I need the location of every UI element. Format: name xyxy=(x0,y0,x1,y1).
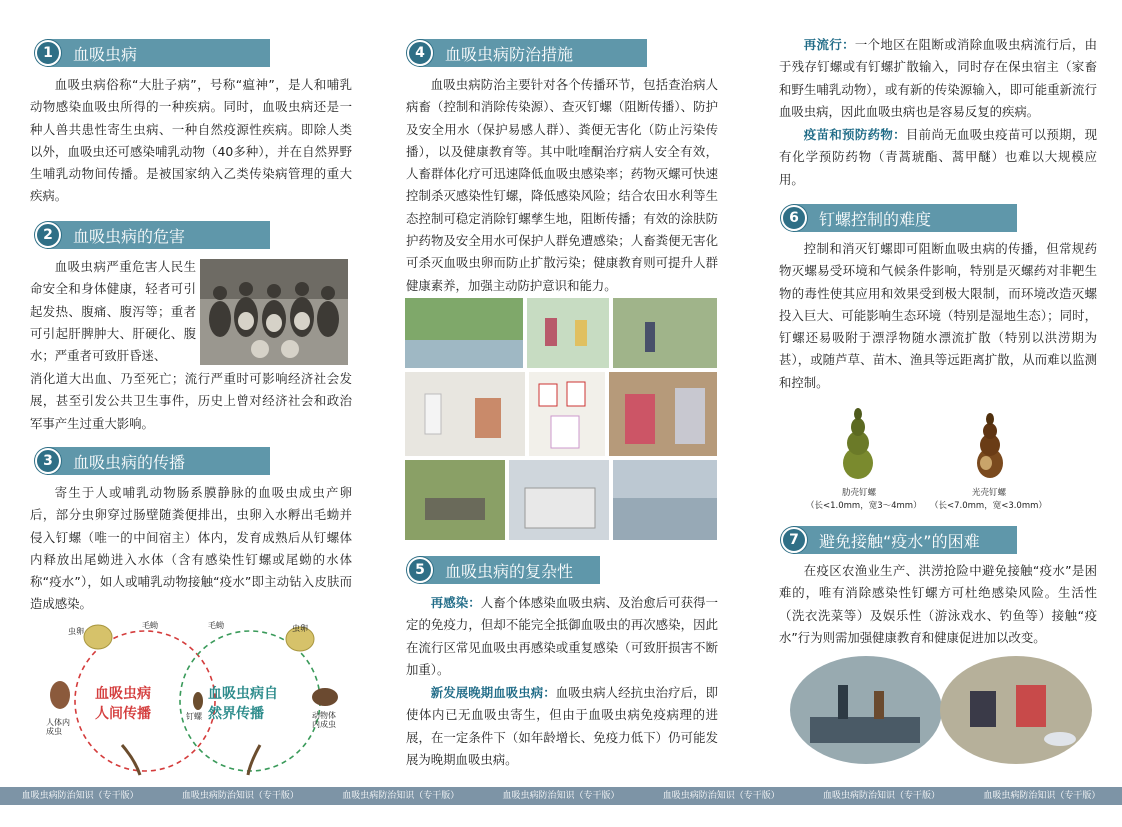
footer-label: 血吸虫病防治知识（专干版） xyxy=(823,791,941,801)
footer-label: 血吸虫病防治知识（专干版） xyxy=(181,791,299,801)
footer-strip xyxy=(0,787,1122,805)
section-2-title xyxy=(35,221,270,249)
section-number: 2 xyxy=(35,222,61,248)
section-number: 3 xyxy=(35,448,61,474)
section-2-body-a: 血吸虫病严重危害人民生命安全和身体健康，轻者可引起发热、腹痛、腹泻等；重者可引起肝脾肿大、肝硬化、腹水；严重者可致肝昏迷、 xyxy=(30,259,196,364)
smooth-snail-name: 光壳钉螺 xyxy=(972,488,1007,498)
prevention-photo-grid xyxy=(405,298,717,540)
smooth-snail-size: （长<7.0mm，宽<3.0mm） xyxy=(930,501,1047,511)
section-3-title xyxy=(35,447,270,475)
section-heading: 血吸虫病 xyxy=(73,44,138,64)
section-heading: 血吸虫病的传播 xyxy=(73,452,186,472)
section-4-body: 血吸虫病防治主要针对各个传播环节，包括查治病人病畜（控制和消除传染源）、查灭钉螺（阻断传播）、防护及安全用水（保护易感人群）、粪便无害化（防止污染传播），以及健康教育等。其中吡喹酮治疗病人安全有效，人畜群体化疗可迅速降低血吸虫感染率；药物灭螺可快速控制杀灭感染性钉螺，降低感染风险；结合农田水利等生态控制可稳定消除钉螺孳生地，阻断传播；有效的涂肤防护药物及安全用水可保护人群免遭感染；人畜粪便无害化可杀灭血吸虫卵而防止扩散污染；健康教育则可提升人群健康素养，加强主动防护意识和能力。 xyxy=(406,77,718,293)
section-5-body-1 xyxy=(406,592,718,681)
miracidium-label-left: 毛蚴 xyxy=(142,621,158,630)
footer-label: 血吸虫病防治知识（专干版） xyxy=(983,791,1101,801)
highlight-label: 再流行： xyxy=(803,37,855,52)
water-contact-photos xyxy=(790,655,1095,765)
human-cycle-title-2: 人间传播 xyxy=(95,706,151,722)
section-3-body: 寄生于人或哺乳动物肠系膜静脉的血吸虫成虫产卵后，部分虫卵穿过肠壁随粪便排出，虫卵入水孵出毛蚴并侵入钉螺（唯一的中间宿主）体内，发育成熟后从钉螺体内释放出尾蚴进入水体（含有感染性钉螺或尾蚴的水体称“疫水”），如人或哺乳动物接触“疫水”即主动钻入皮肤而造成感染。 xyxy=(30,485,352,612)
human-label: 人体内 成虫 xyxy=(46,718,70,736)
section-heading: 避免接触“疫水”的困难 xyxy=(819,531,980,551)
section-5-title xyxy=(407,556,600,584)
ribbed-snail-name: 肋壳钉螺 xyxy=(842,488,877,498)
section-heading: 血吸虫病的危害 xyxy=(73,226,186,246)
nature-cycle-title-2: 然界传播 xyxy=(208,706,264,722)
ribbed-snail-size: （长<1.0mm，宽3～4mm） xyxy=(806,501,922,511)
animal-label: 动物体 内成虫 xyxy=(312,711,336,729)
footer-label: 血吸虫病防治知识（专干版） xyxy=(342,791,460,801)
section-5-body-4 xyxy=(779,124,1097,191)
ribbed-snail-icon xyxy=(843,408,873,479)
footer-label: 血吸虫病防治知识（专干版） xyxy=(502,791,620,801)
section-5-body-3 xyxy=(779,34,1097,123)
paragraph-text: 血吸虫病人经抗虫治疗后，即使体内已无血吸虫寄生，但由于血吸虫病免疫病理的进展，在一定条件下（如年龄增长、免疫力低下）仍可能发展为晚期血吸虫病。 xyxy=(406,685,719,767)
section-6-body: 控制和消灭钉螺即可阻断血吸虫病的传播，但常规药物灭螺易受环境和气候条件影响，特别是灭螺药对非靶生物的毒性使其应用和效果受到极大限制，而环境改造灭螺投入巨大、可能影响生态环境（特别是湿地生态）；同时，钉螺还易吸附于漂浮物随水漂流扩散（特别以洪涝期为甚），或随芦草、苗木、渔具等远距离扩散，从而难以监测和控制。 xyxy=(779,241,1097,390)
egg-label-left: 虫卵 xyxy=(68,627,84,636)
smooth-snail-icon xyxy=(977,413,1003,478)
section-number: 4 xyxy=(407,40,433,66)
egg-label-right: 虫卵 xyxy=(292,624,308,633)
paragraph-text: 目前尚无血吸虫疫苗可以预期，现有化学预防药物（青蒿琥酯、蒿甲醚）也难以大规模应用。 xyxy=(779,127,1098,187)
section-number: 7 xyxy=(781,527,807,553)
section-heading: 血吸虫病的复杂性 xyxy=(445,561,574,581)
section-5-body-2 xyxy=(406,682,718,771)
paragraph-text: 一个地区在阻断或消除血吸虫病流行后，由于残存钉螺或有钉螺扩散输入，同时存在保虫宿主（家畜和野生哺乳动物），或有新的传染源输入，即可能重新流行血吸虫病，因此血吸虫病也是容易反复的疾病。 xyxy=(779,37,1098,119)
section-1-title xyxy=(35,39,270,67)
snail-label: 钉螺 xyxy=(186,712,202,721)
snail-illustration xyxy=(830,405,1050,485)
paragraph-text: 人畜个体感染血吸虫病、及治愈后可获得一定的免疫力，但却不能完全抵御血吸虫的再次感染，因此在流行区常见血吸虫再感染或重复感染（可致肝损害不断加重）。 xyxy=(406,595,719,677)
section-4-title xyxy=(407,39,647,67)
section-heading: 血吸虫病防治措施 xyxy=(445,44,574,64)
transmission-cycle-diagram xyxy=(40,615,350,785)
footer-label: 血吸虫病防治知识（专干版） xyxy=(21,791,139,801)
nature-cycle-title-1: 血吸虫病自 xyxy=(208,686,278,702)
human-cycle-title-1: 血吸虫病 xyxy=(95,686,151,702)
historic-patients-photo xyxy=(200,259,348,365)
section-7-title xyxy=(781,526,1017,554)
section-heading: 钉螺控制的难度 xyxy=(819,209,932,229)
section-number: 1 xyxy=(35,40,61,66)
highlight-label: 疫苗和预防药物： xyxy=(803,127,906,142)
miracidium-label-right: 毛蚴 xyxy=(208,621,224,630)
section-2-body-b: 消化道大出血、乃至死亡；流行严重时可影响经济社会发展，甚至引发公共卫生事件，历史上曾对经济社会和政治军事产生过重大影响。 xyxy=(30,371,352,431)
section-number: 5 xyxy=(407,557,433,583)
section-1-body: 血吸虫病俗称“大肚子病”，号称“瘟神”，是人和哺乳动物感染血吸虫所得的一种疾病。同时，血吸虫病还是一种人兽共患性寄生虫病、一种自然疫源性疾病。即除人类以外，血吸虫还可感染哺乳动物（40多种），并在自然界野生哺乳动物间传播。是被国家纳入乙类传染病管理的重大疾病。 xyxy=(30,77,352,204)
section-6-title xyxy=(781,204,1017,232)
highlight-label: 新发展晚期血吸虫病： xyxy=(430,685,556,700)
section-7-body: 在疫区农渔业生产、洪涝抢险中避免接触“疫水”是困难的，唯有消除感染性钉螺方可杜绝感染风险。生活性（洗衣洗菜等）及娱乐性（游泳戏水、钓鱼等）接触“疫水”行为则需加强健康教育和健康促进加以改变。 xyxy=(779,563,1097,645)
section-number: 6 xyxy=(781,205,807,231)
highlight-label: 再感染： xyxy=(430,595,481,610)
footer-label: 血吸虫病防治知识（专干版） xyxy=(662,791,780,801)
